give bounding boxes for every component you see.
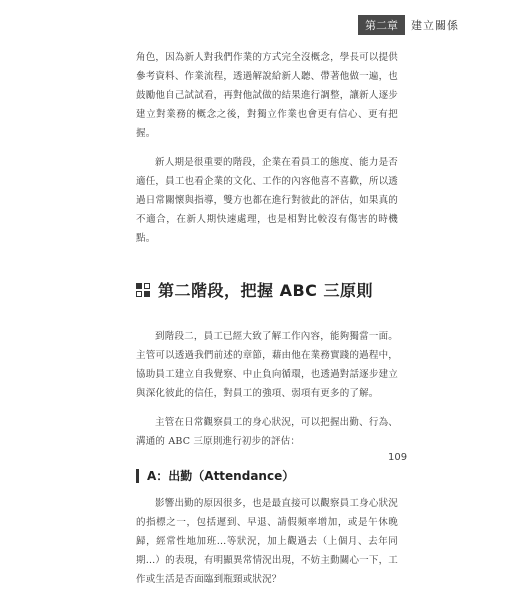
paragraph: 到階段二，員工已經大致了解工作內容，能夠獨當一面。主管可以透過我們前述的章節，藉由他在業務實踐的過程中，協助員工建立自我覺察、中止負向循環，也透過對話逐步建立與深化彼此的信任，對員工的強項、弱項有更多的了解。 [136, 331, 398, 399]
paragraph: 角色，因為新人對我們作業的方式完全沒概念，學長可以提供參考資料、作業流程，透過解說給新人聽、帶著他做一遍，也鼓勵他自己試試看，再對他試做的結果進行調整，讓新人逐步建立對業務的概念之後，對獨立作業也會更有信心、更有把握。 [136, 52, 398, 139]
page-number: 109 [388, 452, 408, 463]
section-heading [136, 278, 398, 301]
heading-bar-icon [136, 469, 139, 483]
chapter-header-tag [358, 15, 465, 35]
paragraph: 影響出勤的原因很多，也是最直接可以觀察員工身心狀況的指標之一，包括遲到、早退、請假頻率增加，或是午休晚歸，經常性地加班…等狀況，加上觀過去（上個月、去年同期…）的表現，有明顯異常情況出現，不妨主動關心一下，工作或生活是否面臨到瓶頸或狀況？ [136, 498, 398, 585]
grid-squares-icon [136, 283, 150, 297]
paragraph: 主管在日常觀察員工的身心狀況，可以把握出勤、行為、溝通的 ABC 三原則進行初步的評估： [136, 417, 398, 447]
page-body [136, 48, 398, 589]
subsection-title: A：出勤（Attendance） [147, 469, 295, 483]
chapter-number: 第二章 [358, 15, 405, 35]
subsection-heading [136, 467, 398, 484]
paragraph: 新人期是很重要的階段，企業在看員工的態度、能力是否適任，員工也看企業的文化、工作的內容他喜不喜歡，所以透過日常關懷與指導，雙方也都在進行對彼此的評估，如果真的不適合，在新人期快速處理，也是相對比較沒有傷害的時機點。 [136, 157, 398, 244]
section-title: 第二階段，把握 ABC 三原則 [158, 281, 373, 300]
chapter-title: 建立關係 [411, 19, 459, 32]
